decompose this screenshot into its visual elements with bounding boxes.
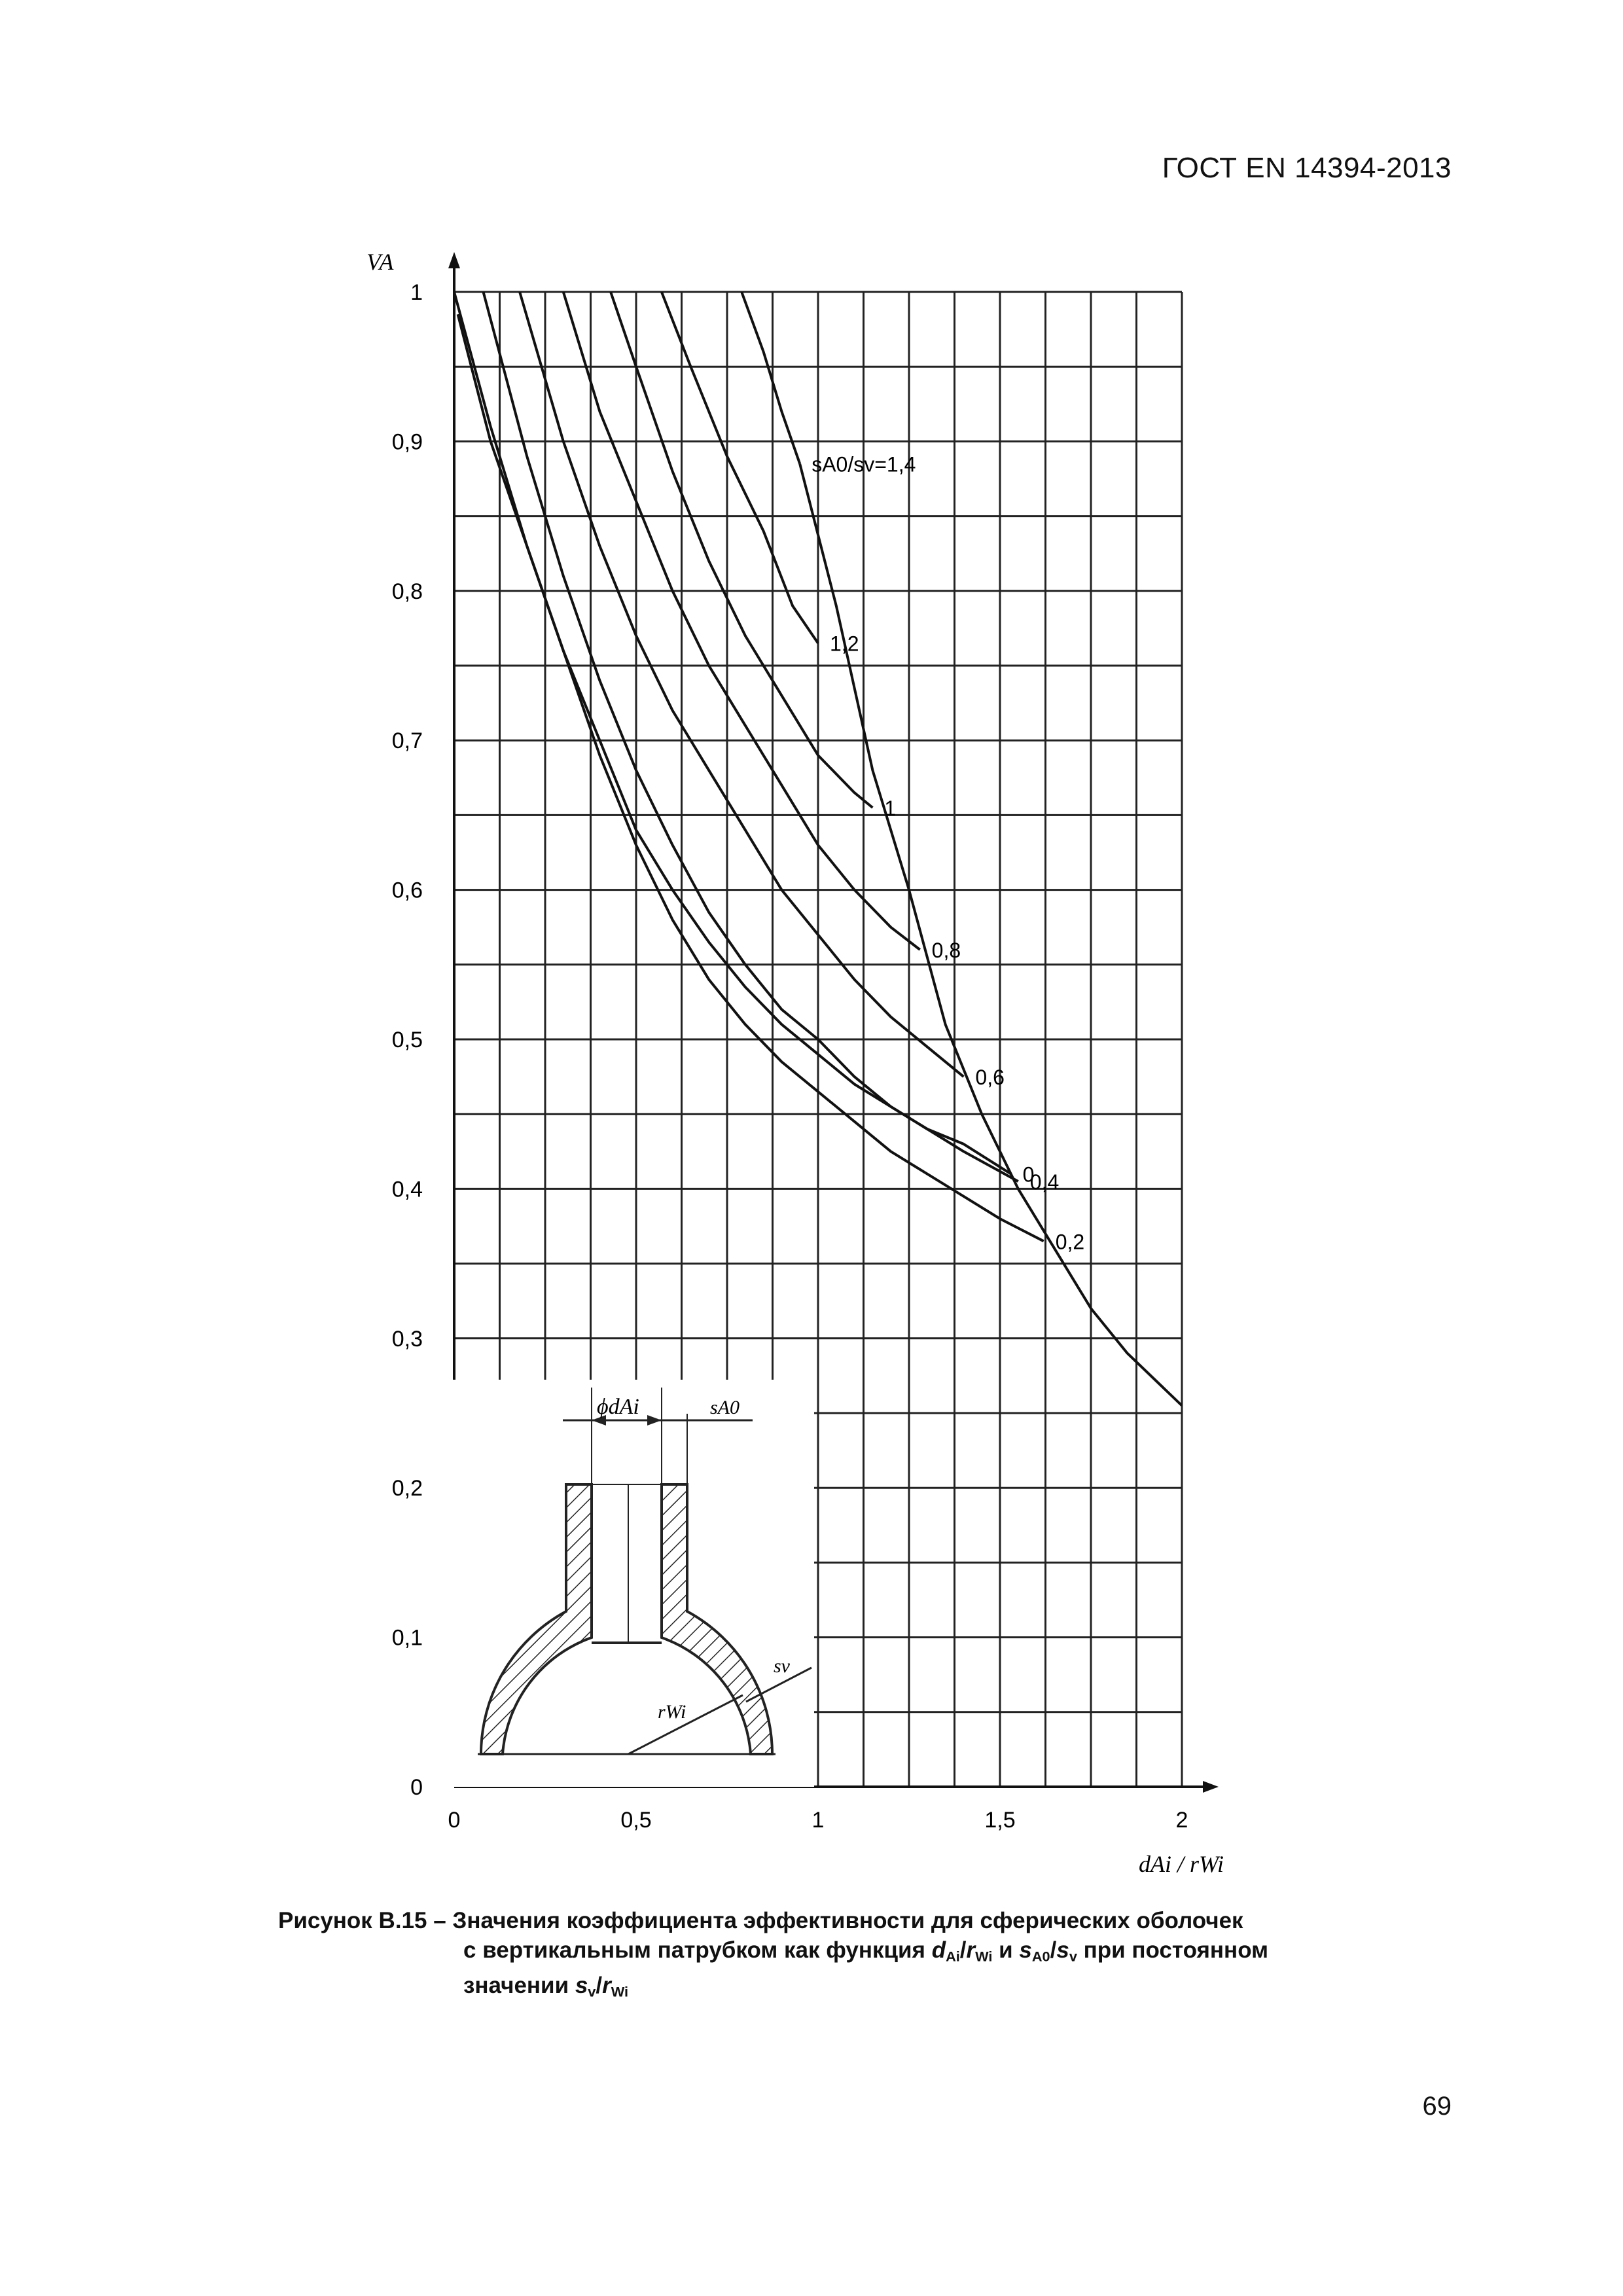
caption-line1: Значения коэффициента эффективности для сферических оболочек (452, 1908, 1243, 1933)
y-tick-label: 0 (410, 1775, 423, 1800)
x-tick-label: 0 (448, 1808, 461, 1833)
inset-label-rWi: rWi (658, 1701, 687, 1723)
y-tick-label: 0,1 (391, 1625, 423, 1651)
series-label: 1 (884, 796, 897, 820)
inset-diagram (453, 1380, 814, 1787)
y-tick-label: 0,9 (391, 429, 423, 455)
document-header: ГОСТ EN 14394-2013 (1162, 152, 1452, 184)
y-tick-label: 0,5 (391, 1028, 423, 1052)
x-axis-arrow (1203, 1781, 1219, 1793)
series-line (484, 292, 1011, 1174)
caption-line3-r: r (602, 1973, 611, 1999)
y-axis-label: VA (366, 249, 394, 275)
series-line (611, 292, 872, 808)
series-label: 0,8 (931, 938, 961, 962)
series-label: sA0/sv=1,4 (812, 452, 916, 476)
x-tick-label: 1,5 (984, 1808, 1016, 1833)
caption-line2-a: с вертикальным патрубком как функция (463, 1937, 932, 1963)
caption-s: s (1019, 1937, 1032, 1963)
series-label: 0 (1022, 1162, 1035, 1187)
inset-label-dAi: ϕdAi (597, 1395, 639, 1419)
y-tick-label: 1 (410, 280, 423, 305)
series-label: 0,2 (1055, 1230, 1085, 1254)
caption-line3-a: значении (463, 1973, 575, 1999)
y-axis-arrow (448, 252, 460, 268)
series-line (741, 292, 800, 464)
caption-label: Рисунок В.15 (278, 1908, 427, 1933)
figure-caption (278, 1906, 1268, 2007)
y-tick-label: 0,4 (391, 1177, 423, 1202)
y-tick-label: 0,2 (391, 1476, 423, 1501)
caption-line3-s-sub: v (588, 1983, 596, 2000)
series-label: 1,2 (830, 632, 859, 656)
series-label: 0,6 (975, 1066, 1005, 1090)
caption-r-sub: Wi (975, 1948, 993, 1965)
caption-sv-sub: v (1069, 1948, 1077, 1965)
caption-line3-s: s (575, 1973, 588, 1999)
series-label: 0,4 (1029, 1170, 1060, 1194)
caption-and: и (992, 1937, 1020, 1963)
x-tick-label: 2 (1175, 1808, 1188, 1833)
y-tick-label: 0,6 (391, 878, 423, 903)
y-tick-label: 0,8 (391, 579, 423, 604)
x-tick-label: 1 (812, 1808, 825, 1833)
inset-label-sv: sv (774, 1655, 790, 1677)
page-number: 69 (1422, 2092, 1452, 2121)
series-line (563, 292, 920, 950)
x-axis-label: dAi / rWi (1139, 1851, 1224, 1877)
caption-line2-b: при постоянном (1077, 1937, 1269, 1963)
caption-slash1: / (959, 1937, 967, 1963)
caption-line3-r-sub: Wi (611, 1983, 629, 2000)
caption-line3-slash: / (596, 1973, 603, 1999)
caption-r: r (966, 1937, 976, 1963)
chart-labels (812, 453, 1084, 1254)
caption-d: d (931, 1937, 946, 1963)
y-tick-label: 0,7 (391, 728, 423, 754)
caption-slash2: / (1050, 1937, 1057, 1963)
caption-s-sub: A0 (1031, 1948, 1050, 1965)
caption-dash: – (427, 1908, 453, 1933)
caption-d-sub: Ai (946, 1948, 960, 1965)
x-tick-label: 0,5 (620, 1808, 652, 1833)
caption-sv: s (1056, 1937, 1069, 1963)
inset-label-sA0: sA0 (710, 1397, 740, 1418)
y-tick-label: 0,3 (391, 1326, 423, 1352)
